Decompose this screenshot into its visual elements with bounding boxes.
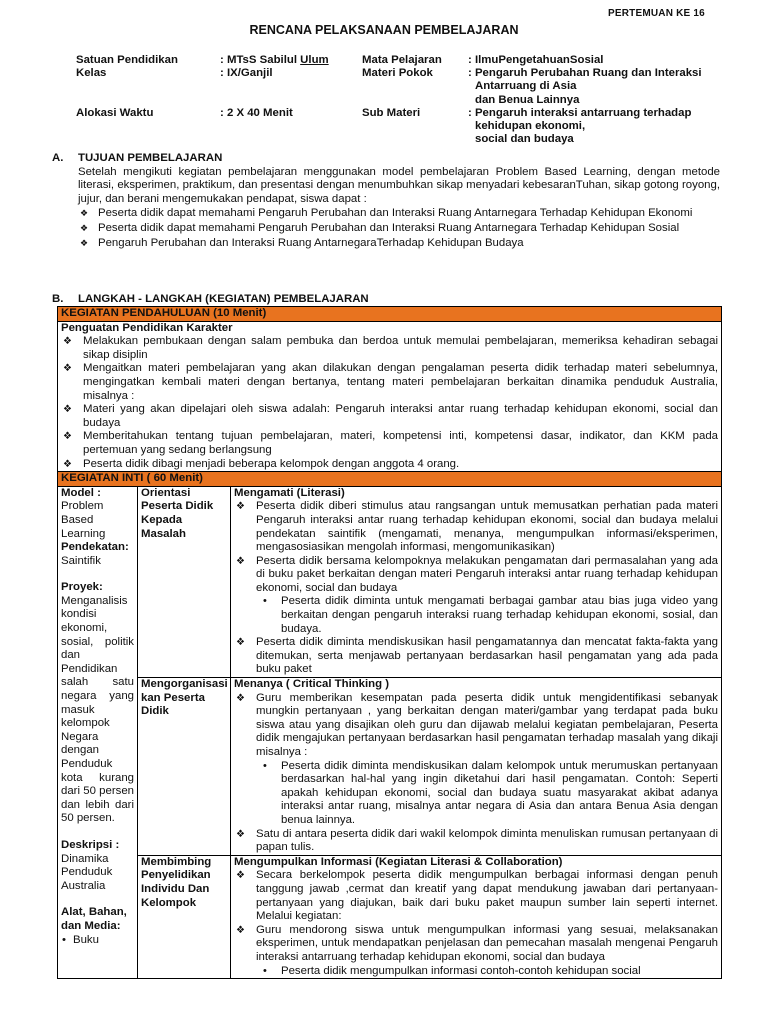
phase-item: ❖ Secara berkelompok peserta didik mengumpulkan berbagai informasi dengan penuh tanggung jawab ,cermat dan kreatif yang dapat mendukung jawaban dari pertanyaan-pertanyaan yang diajukan, baik dari buku paket maupun sumber lain seperti internet. Melalui kegiatan: (234, 869, 718, 923)
kelas-value: : IX/Ganjil (220, 67, 273, 80)
section-langkah-heading (52, 293, 732, 306)
model-cell (58, 486, 138, 978)
alokasi-value: : 2 X 40 Menit (220, 106, 293, 119)
identity-block (76, 54, 726, 146)
phase-heading: Mengumpulkan Informasi (Kegiatan Literasi & Collaboration) (234, 855, 563, 868)
satuan-label: Satuan Pendidikan (76, 54, 178, 66)
document-title: RENCANA PELAKSANAAN PEMBELAJARAN (249, 23, 519, 37)
proyek-label: Proyek: (61, 581, 103, 594)
materi-label: Materi Pokok (362, 67, 433, 80)
satuan-value-prefix: : MTsS Sabilul (220, 54, 301, 66)
pendahuluan-item: ❖ Materi yang akan dipelajari oleh siswa adalah: Pengaruh interaksi antar ruang terhadap kehidupan ekonomi, social dan budaya (61, 403, 718, 430)
phase-content (231, 678, 722, 856)
section-b-title: LANGKAH - LANGKAH (KEGIATAN) PEMBELAJARAN (78, 293, 369, 305)
activity-table (57, 306, 722, 979)
pendahuluan-item: ❖ Memberitahukan tentang tujuan pembelajaran, materi, kompetensi inti, kompetensi dasar, indikator, dan KKM pada pertemuan yang sedang berlangsung (61, 430, 718, 457)
alat-label: Alat, Bahan, dan Media: (61, 906, 127, 932)
phase-subitem: • Peserta didik diminta mendiskusikan dalam kelompok untuk merumuskan pertanyaan berdasarkan hal-hal yang ingin diketahui dari hasil pengamatan. Contoh: Seperti apakah kehidupan ekonomi, social dan budaya suatu masyarakat akibat adanya interaksi antar ruang, misalnya antar negara di Asia dan antara Benua Asia dengan benua lainnya. (234, 760, 718, 828)
sub-label: Sub Materi (362, 106, 421, 119)
pendahuluan-item: ❖ Peserta didik dibagi menjadi beberapa kelompok dengan anggota 4 orang. (61, 458, 718, 472)
materi-line-3: dan Benua Lainnya (475, 93, 580, 106)
goal-item: ❖ Pengaruh Perubahan dan Interaksi Ruang AntarnegaraTerhadap Kehidupan Budaya (78, 237, 720, 251)
section-a-intro: Setelah mengikuti kegiatan pembelajaran menggunakan model pembelajaran Problem Based Learning, dengan metode literasi, eksperimen, praktikum, dan presentasi dengan menumbuhkan sikap menyadari kebesaranTuhan, sikap gotong royong, jujur, dan berani mengemukakan pendapat, siswa dapat : (78, 165, 720, 205)
alat-item: • Buku (61, 934, 134, 948)
inti-band-row (58, 472, 722, 487)
phase-item: ❖ Peserta didik diberi stimulus atau rangsangan untuk memusatkan perhatian pada materi Pengaruh interaksi antar ruang terhadap kehidupan ekonomi, social dan budaya melalui pendekatan saintifik (mengamati, menanya, mengumpulkan informasi/eksperimen, mengasosiasikan mengolah informasi, mengomunikasikan) (234, 500, 718, 554)
goal-item: ❖ Peserta didik dapat memahami Pengaruh Perubahan dan Interaksi Ruang Antarnegara Terhadap Kehidupan Ekonomi (78, 207, 720, 221)
pendahuluan-item: ❖ Mengaitkan materi pembelajaran yang akan dilakukan dengan pengalaman peserta didik terhadap materi sebelumnya, mengingatkan kembali materi dengan bertanya, tentang materi pembelajaran berkaitan dinamika penduduk Australia, misalnya : (61, 362, 718, 403)
model-value: Problem Based Learning (61, 500, 106, 540)
section-a-number: A. (52, 152, 64, 164)
phase-content (231, 855, 722, 978)
phase-item: ❖ Guru mendorong siswa untuk mengumpulkan informasi yang sesuai, melaksanakan eksperimen, untuk mendapatkan penjelasan dan pemecahan masalah mengenai Pengaruh interaksi antarruang terhadap kehidupan ekonomi, social dan budaya (234, 924, 718, 965)
phase-heading: Mengamati (Literasi) (234, 486, 345, 499)
pendahuluan-band-row (58, 307, 722, 322)
phase-name: Mengorganisasi kan Peserta Didik (138, 678, 231, 856)
section-a-title: TUJUAN PEMBELAJARAN (78, 152, 223, 164)
section-b-number: B. (52, 293, 64, 305)
pendekatan-value: Saintifik (61, 554, 101, 567)
model-label: Model : (61, 486, 101, 499)
mapel-label: Mata Pelajaran (362, 54, 442, 66)
phase-item: ❖ Satu di antara peserta didik dari wakil kelompok diminta menuliskan rumusan pertanyaan di papan tulis. (234, 828, 718, 855)
phase-item: ❖ Peserta didik diminta mendiskusikan hasil pengamatannya dan mencatat fakta-fakta yang ditemukan, serta menjawab pertanyaan berdasarkan hasil pengamatan yang ada pada buku paket (234, 636, 718, 677)
inti-band: KEGIATAN INTI ( 60 Menit) (58, 472, 722, 487)
deskripsi-label: Deskripsi : (61, 838, 120, 851)
proyek-value: Menganalisis kondisi ekonomi, sosial, politik dan Pendidikan salah satu negara yang masuk kelompok Negara dengan Penduduk kota kurang dari 50 persen dan lebih dari 50 persen. (61, 594, 134, 825)
phase-subitem: • Peserta didik mengumpulkan informasi contoh-contoh kehidupan social (234, 965, 718, 979)
deskripsi-value: Dinamika Penduduk Australia (61, 852, 113, 892)
section-a-heading (52, 152, 720, 166)
phase-name: Membimbing Penyelidikan Individu Dan Kelompok (138, 855, 231, 978)
satuan-value-underlined: Ulum (300, 54, 329, 66)
phase-row-2 (58, 678, 722, 856)
sub-line-3: social dan budaya (475, 133, 574, 146)
kelas-label: Kelas (76, 67, 107, 80)
phase-row-1 (58, 486, 722, 677)
section-tujuan (52, 152, 720, 250)
phase-item: ❖ Guru memberikan kesempatan pada peserta didik untuk mengidentifikasi sebanyak mungkin pertanyaan , yang berkaitan dengan materi/gambar yang terdapat pada buku siswa atau yang disajikan oleh guru dan dijawab melalui kegiatan pembelajaran, Peserta didik mengajukan pertanyaan berdasarkan hasil pengamatan terhadap masalah yang dikaji misalnya : (234, 692, 718, 760)
pendahuluan-cell (58, 321, 722, 472)
meeting-number: PERTEMUAN KE 16 (608, 8, 705, 19)
materi-line-2: Antarruang di Asia (475, 80, 577, 93)
phase-name: Orientasi Peserta Didik Kepada Masalah (138, 486, 231, 677)
pendahuluan-row (58, 321, 722, 472)
phase-heading: Menanya ( Critical Thinking ) (234, 678, 390, 691)
pendahuluan-subheading: Penguatan Pendidikan Karakter (61, 321, 233, 334)
pendahuluan-item: ❖ Melakukan pembukaan dengan salam pembuka dan berdoa untuk memulai pembelajaran, memeriksa kehadiran sebagai sikap disiplin (61, 335, 718, 362)
phase-content (231, 486, 722, 677)
mapel-value: : IlmuPengetahuanSosial (468, 54, 604, 66)
phase-item: ❖ Peserta didik bersama kelompoknya melakukan pengamatan dari permasalahan yang ada di buku paket berkaitan dengan materi Pengaruh interaksi antar ruang terhadap kehidupan ekonomi, social dan budaya (234, 555, 718, 596)
phase-row-3 (58, 855, 722, 978)
pendahuluan-band: KEGIATAN PENDAHULUAN (10 Menit) (58, 307, 722, 322)
alokasi-label: Alokasi Waktu (76, 106, 154, 119)
goal-item: ❖ Peserta didik dapat memahami Pengaruh Perubahan dan Interaksi Ruang Antarnegara Terhadap Kehidupan Sosial (78, 222, 720, 236)
sub-line-2: kehidupan ekonomi, (475, 119, 586, 132)
materi-line-1: : Pengaruh Perubahan Ruang dan Interaksi (468, 67, 702, 80)
phase-subitem: • Peserta didik diminta untuk mengamati berbagai gambar atau bias juga video yang berkaitan dengan pengaruh interaksi ruang terhadap kehidupan ekonomi, sosial, dan budaya. (234, 595, 718, 636)
pendekatan-label: Pendekatan: (61, 541, 129, 554)
sub-line-1: : Pengaruh interaksi antarruang terhadap (468, 106, 692, 119)
satuan-value (220, 54, 329, 67)
